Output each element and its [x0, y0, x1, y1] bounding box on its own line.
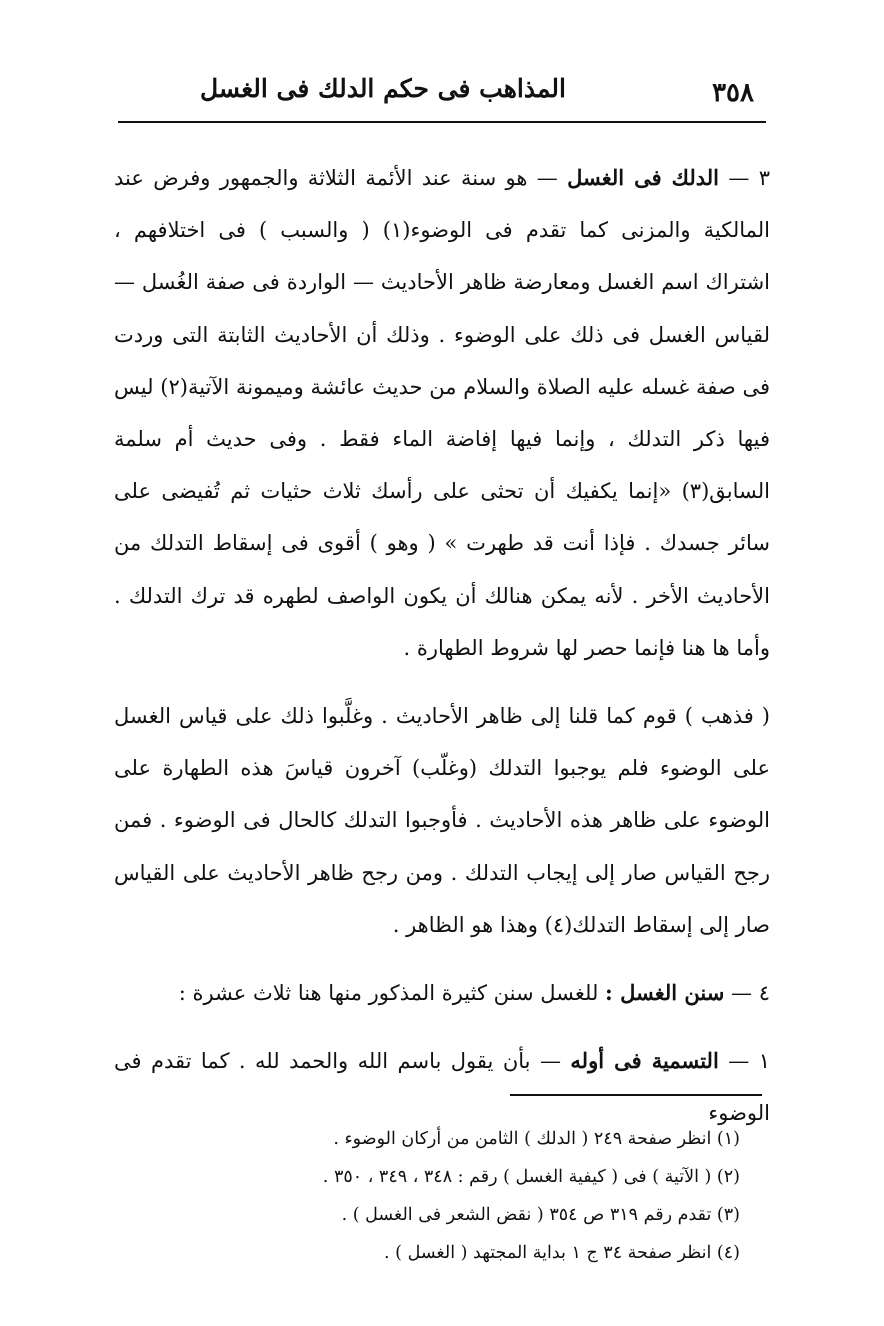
- footnote-3: (٣) تقدم رقم ٣١٩ ص ٣٥٤ ( نقض الشعر فى الغسل ) .: [341, 1205, 740, 1225]
- main-text: [114, 152, 770, 1140]
- page-header: [118, 68, 766, 120]
- item-number: ١ —: [728, 1049, 770, 1074]
- footnotes: [200, 1120, 740, 1272]
- paragraph-rubbing-in-ghusl: [114, 152, 770, 674]
- item-text: — بأن يقول باسم الله والحمد لله . كما تقدم فى الوضوء: [114, 1049, 770, 1126]
- footnote-4: (٤) انظر صفحة ٣٤ ج ١ بداية المجتهد ( الغسل ) .: [384, 1243, 740, 1263]
- section-heading: الدلك فى الغسل: [567, 165, 719, 190]
- footnote-1: (١) انظر صفحة ٢٤٩ ( الدلك ) الثامن من أركان الوضوء .: [333, 1129, 740, 1149]
- paragraph-sunnahs-of-ghusl: [114, 967, 770, 1019]
- section-text: للغسل سنن كثيرة المذكور منها هنا ثلاث عشرة :: [178, 981, 599, 1006]
- footnote-2: (٢) ( الآتية ) فى ( كيفية الغسل ) رقم : ٣٤٨ ، ٣٤٩ ، ٣٥٠ .: [322, 1167, 740, 1187]
- section-text: — هو سنة عند الأئمة الثلاثة والجمهور وفرض عند المالكية والمزنى كما تقدم فى الوضوء(١) ( والسبب ) فى اختلافهم ، اشتراك اسم الغسل ومعارضة ظاهر الأحاديث — الواردة فى صفة الغُسل — لقياس الغسل فى ذلك على الوضوء . وذلك أن الأحاديث الثابتة التى وردت فى صفة غسله عليه الصلاة والسلام من حديث عائشة وميمونة الآتية(٢) ليس فيها ذكر التدلك ، وإنما فيها إفاضة الماء فقط . وفى حديث أم سلمة السابق(٣) «إنما يكفيك أن تحثى على رأسك ثلاث حثيات ثم تُفيضى على سائر جسدك . فإذا أنت قد طهرت » ( وهو ) أقوى فى إسقاط التدلك من الأحاديث الأخر . لأنه يمكن هنالك أن يكون الواصف لطهره قد ترك التدلك . وأما ها هنا فإنما حصر لها شروط الطهارة .: [114, 166, 770, 660]
- footnote-rule: [510, 1094, 762, 1096]
- item-heading: التسمية فى أوله: [570, 1048, 719, 1074]
- section-heading: سنن الغسل :: [605, 980, 725, 1006]
- section-number: ٣ —: [728, 166, 770, 190]
- section-number: ٤ —: [731, 981, 770, 1006]
- paragraph-opinions: ( فذهب ) قوم كما قلنا إلى ظاهر الأحاديث . وغلَّبوا ذلك على قياس الغسل على الوضوء فلم يوجبوا التدلك (وغلّب) آخرون قياسَ هذه الطهارة على الوضوء على ظاهر هذه الأحاديث . فأوجبوا التدلك كالحال فى الوضوء . فمن رجح القياس صار إلى إيجاب التدلك . ومن رجح ظاهر الأحاديث على القياس صار إلى إسقاط التدلك(٤) وهذا هو الظاهر .: [114, 704, 770, 937]
- header-rule: [118, 121, 766, 123]
- running-title: المذاهب فى حكم الدلك فى الغسل: [199, 74, 566, 103]
- page-number: ٣٥٨: [712, 78, 754, 108]
